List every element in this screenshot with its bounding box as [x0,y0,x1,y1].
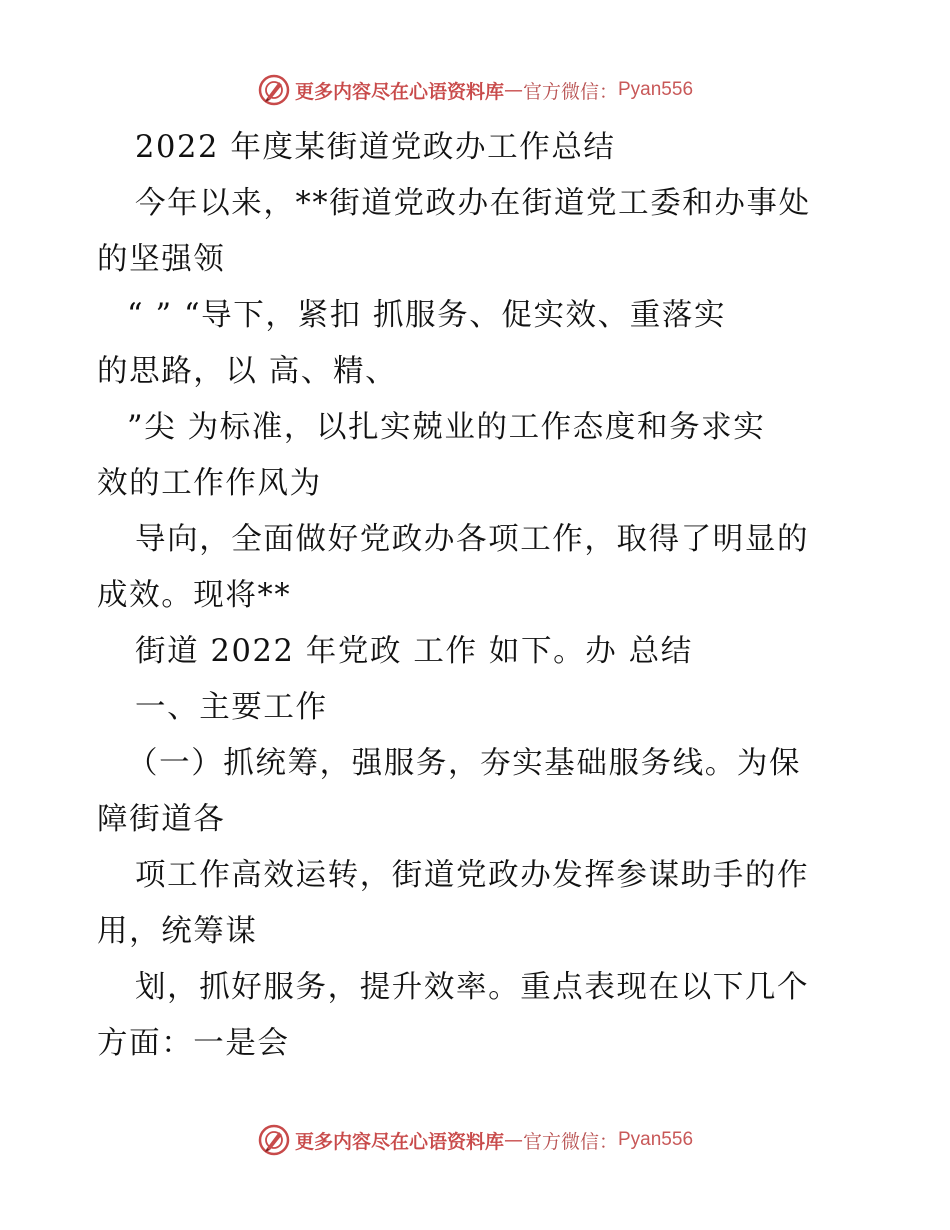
document-title: 2022 年度某街道党政办工作总结 [135,130,616,165]
document-body [97,120,857,1072]
paragraph-line: 效的工作作风为 [97,466,322,501]
paragraph-line: 用，统筹谋 [97,914,258,949]
paragraph-line: “ ” “导下，紧扣 抓服务、促实效、重落实 [127,298,727,333]
paragraph-line: ”尖 为标准，以扎实兢业的工作态度和务求实 [127,410,766,445]
paragraph-line: 导向，全面做好党政办各项工作，取得了明显的 [135,522,810,557]
section-heading: 一、主要工作 [135,690,328,725]
pen-logo-icon [257,1123,291,1157]
paragraph-line: 成效。现将** [97,578,292,613]
paragraph-line: 今年以来，**街道党政办在街道党工委和办事处 [135,186,811,221]
footer-watermark [0,1120,950,1160]
watermark-dash: — [503,79,523,101]
paragraph-line: 障街道各 [97,802,226,837]
paragraph-line: 划，抓好服务，提升效率。重点表现在以下几个 [135,970,810,1005]
paragraph-line: 街道 2022 年党政 工作 如下。办 总结 [135,634,693,669]
watermark-dash: — [503,1129,523,1151]
watermark-wechat-id: Pyan556 [618,1129,694,1150]
watermark-wechat-label: 官方微信： [522,80,618,103]
watermark-title: 更多内容尽在心语资料库 [294,1130,504,1153]
paragraph-line: 方面：一是会 [97,1026,290,1061]
subsection-heading: （一）抓统筹，强服务，夯实基础服务线。为保 [127,746,802,781]
watermark-wechat-label: 官方微信： [522,1130,618,1153]
paragraph-line: 的思路，以 高、精、 [97,354,398,389]
paragraph-line: 的坚强领 [97,242,226,277]
pen-logo-icon [257,73,291,107]
paragraph-line: 项工作高效运转，街道党政办发挥参谋助手的作 [135,858,810,893]
watermark-wechat-id: Pyan556 [618,79,694,100]
watermark-title: 更多内容尽在心语资料库 [294,80,504,103]
header-watermark [0,70,950,110]
